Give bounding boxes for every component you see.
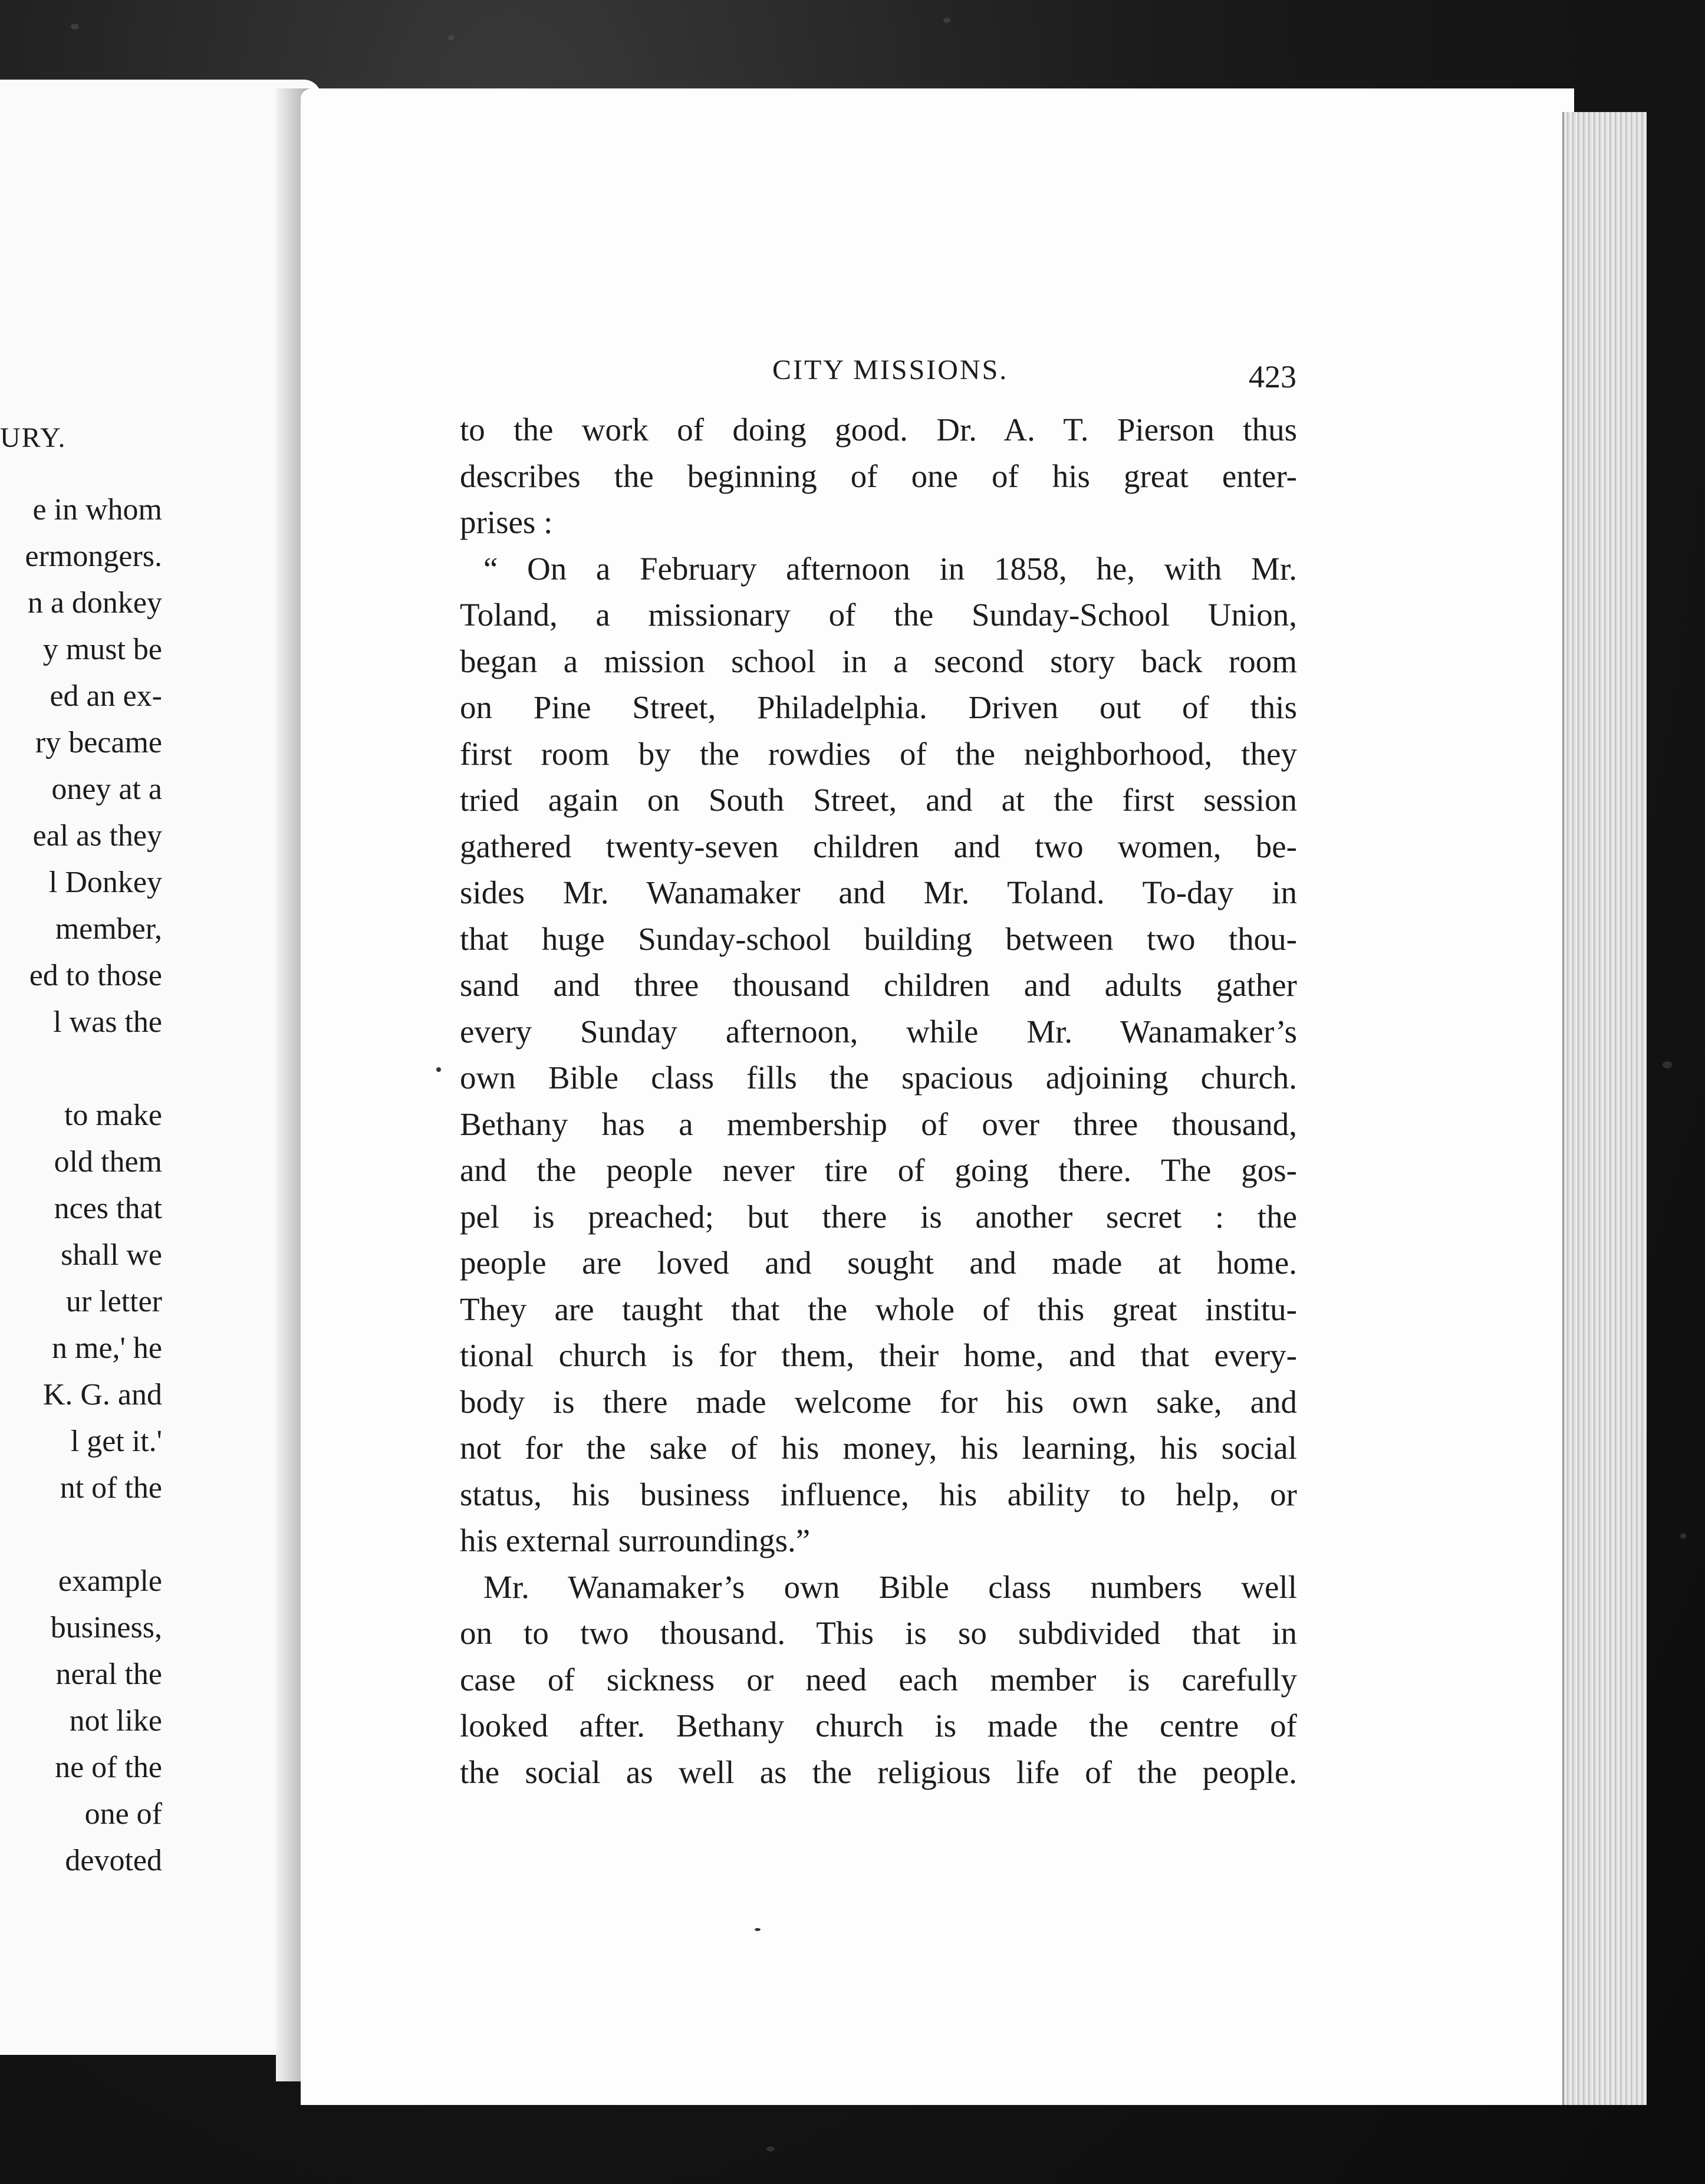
text-line: l was the	[53, 1005, 162, 1039]
text-line: l Donkey	[48, 866, 162, 899]
text-line: body is there made welcome for his own sake, and	[460, 1383, 1297, 1420]
text-line: n a donkey	[27, 586, 162, 620]
text-line: example	[58, 1564, 162, 1598]
dust-speck	[766, 2146, 775, 2152]
text-line: They are taught that the whole of this great institu-	[460, 1291, 1297, 1327]
text-line: n me,' he	[52, 1331, 162, 1365]
text-line: e in whom	[32, 493, 162, 527]
blank-line	[3, 1045, 321, 1092]
text-line: people are loved and sought and made at home.	[460, 1245, 1297, 1281]
text-line: began a mission school in a second story back room	[460, 643, 1297, 679]
dust-speck	[448, 35, 454, 40]
blank-line	[3, 1511, 321, 1558]
page-number: 423	[1249, 359, 1296, 394]
text-line: ur letter	[65, 1285, 162, 1318]
text-line: nt of the	[60, 1471, 162, 1505]
text-line: shall we	[61, 1238, 162, 1272]
paragraph-start-line: Mr. Wanamaker’s own Bible class numbers well	[483, 1568, 1297, 1605]
text-line: K. G. and	[42, 1378, 162, 1412]
text-line: sand and three thousand children and adults gather	[460, 967, 1297, 1003]
dust-speck	[71, 24, 79, 29]
dust-speck	[1680, 1533, 1686, 1539]
text-line: l get it.'	[70, 1425, 162, 1458]
text-line: Bethany has a membership of over three thousand,	[460, 1106, 1297, 1142]
text-line: tional church is for them, their home, and that every-	[460, 1337, 1297, 1373]
text-line: looked after. Bethany church is made the centre of	[460, 1708, 1297, 1744]
text-line: sides Mr. Wanamaker and Mr. Toland. To-day in	[460, 874, 1297, 910]
ink-speck	[436, 1067, 441, 1072]
body-text	[460, 407, 1297, 1795]
text-line: the social as well as the religious life of the people.	[460, 1754, 1297, 1790]
text-line: member,	[55, 912, 162, 946]
text-line: not like	[69, 1704, 162, 1738]
text-line: y must be	[42, 633, 162, 666]
text-line: to the work of doing good. Dr. A. T. Pierson thus	[460, 412, 1297, 448]
text-line: status, his business influence, his ability to help, or	[460, 1476, 1297, 1512]
running-head: CITY MISSIONS.	[772, 354, 1009, 386]
text-line: gathered twenty-seven children and two women, be-	[460, 828, 1297, 864]
text-line: not for the sake of his money, his learning, his social	[460, 1430, 1297, 1466]
left-page-text	[3, 486, 321, 1884]
text-line: devoted	[65, 1844, 162, 1877]
text-line: business,	[50, 1611, 162, 1644]
text-line: ne of the	[55, 1751, 162, 1784]
text-line: Toland, a missionary of the Sunday-School Union,	[460, 597, 1297, 633]
text-line: ed to those	[29, 959, 162, 992]
quote-start-line: “ On a February afternoon in 1858, he, with Mr.	[483, 550, 1297, 587]
left-page	[0, 80, 321, 2055]
text-line: first room by the rowdies of the neighborhood, they	[460, 735, 1297, 772]
text-line: oney at a	[51, 772, 162, 806]
left-running-head: URY.	[0, 422, 67, 453]
text-line: describes the beginning of one of his great enter-	[460, 458, 1297, 494]
text-line: prises :	[460, 504, 553, 540]
text-line: ermongers.	[25, 540, 162, 573]
quote-end-line: his external surroundings.”	[460, 1522, 811, 1558]
text-line: old them	[54, 1145, 162, 1179]
text-line: and the people never tire of going there. The gos-	[460, 1152, 1297, 1188]
text-line: own Bible class fills the spacious adjoining church.	[460, 1060, 1297, 1096]
text-line: neral the	[55, 1657, 162, 1691]
text-line: nces that	[54, 1192, 162, 1225]
text-line: on to two thousand. This is so subdivided that in	[460, 1615, 1297, 1651]
text-line: ed an ex-	[50, 679, 162, 713]
text-line: one of	[84, 1797, 162, 1831]
text-line: tried again on South Street, and at the first session	[460, 782, 1297, 818]
dust-speck	[943, 18, 950, 23]
ink-speck	[755, 1928, 761, 1931]
text-line: to make	[64, 1098, 162, 1132]
text-line: eal as they	[32, 819, 162, 853]
page-edge-stack	[1562, 112, 1647, 2105]
text-line: case of sickness or need each member is carefully	[460, 1661, 1297, 1698]
dust-speck	[1663, 1061, 1672, 1068]
text-line: on Pine Street, Philadelphia. Driven out of this	[460, 689, 1297, 725]
text-line: ry became	[35, 726, 162, 759]
text-line: that huge Sunday-school building between two thou-	[460, 920, 1297, 957]
text-line: pel is preached; but there is another secret : the	[460, 1198, 1297, 1235]
text-line: every Sunday afternoon, while Mr. Wanamaker’s	[460, 1013, 1297, 1050]
